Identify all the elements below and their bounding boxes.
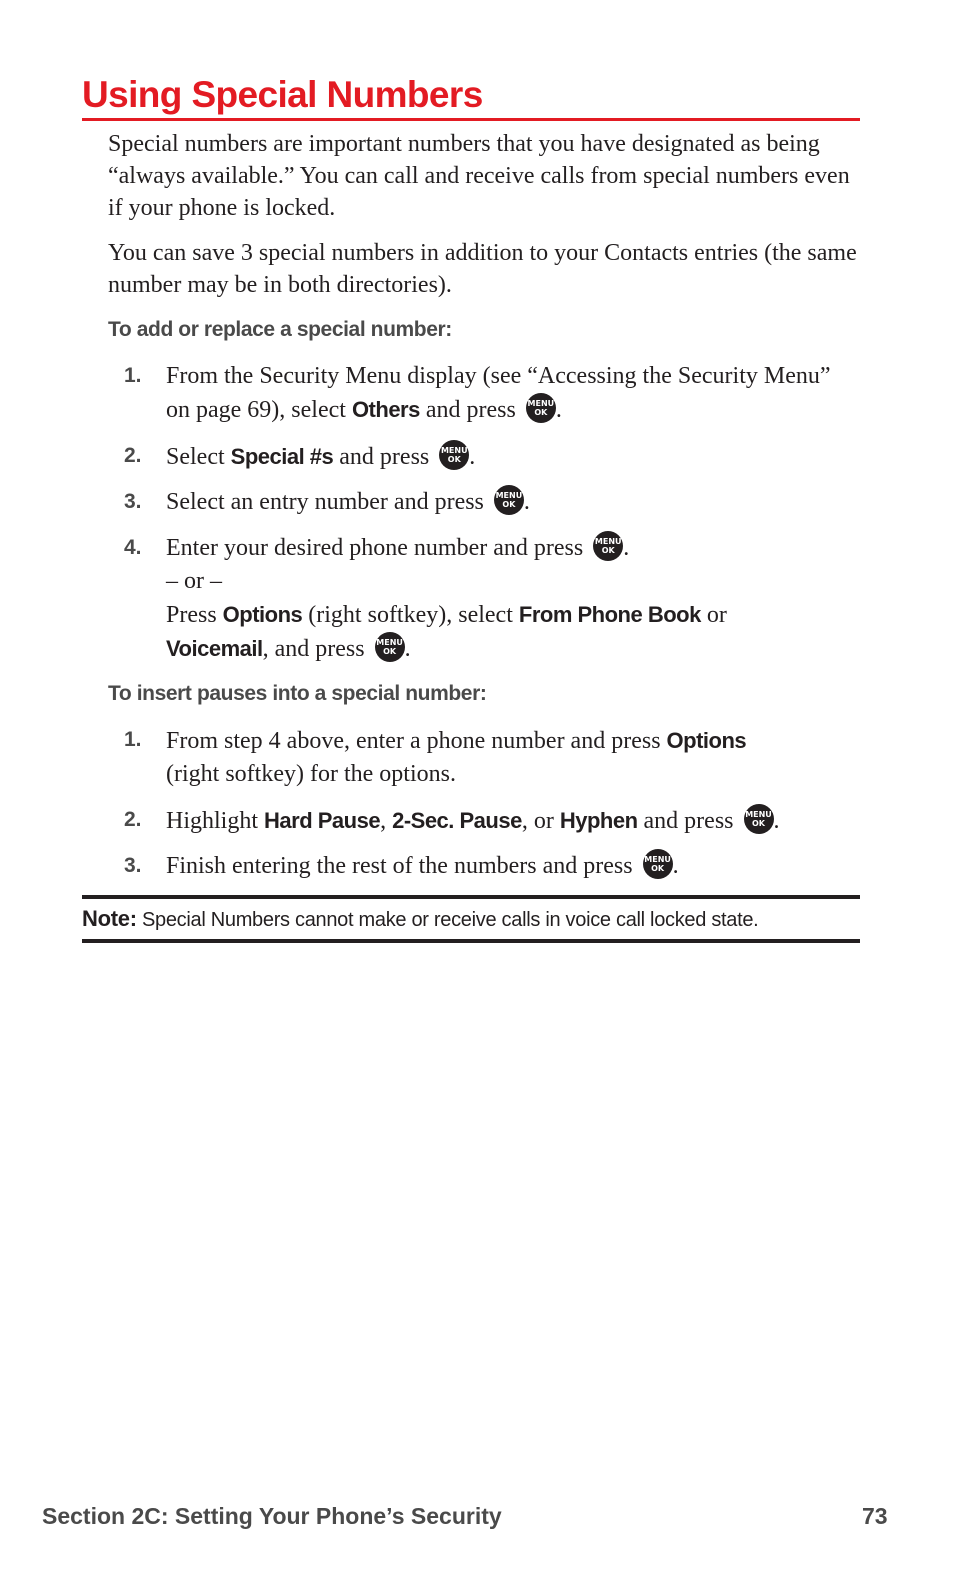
footer-page-number: 73	[862, 1503, 888, 1529]
menu-ok-icon: MENU OK	[593, 531, 623, 561]
intro-paragraph-1: Special numbers are important numbers that you have designated as being “always available.” You can call and receive calls from special numbers even if your phone is locked.	[108, 131, 850, 221]
step-number: 1.	[124, 364, 142, 387]
keyword-special-numbers: Special #s	[230, 444, 334, 469]
keyword-from-phone-book: From Phone Book	[518, 602, 701, 627]
footer-section-title: Section 2C: Setting Your Phone’s Security	[42, 1503, 502, 1529]
step-number: 2.	[124, 444, 142, 467]
keyword-options: Options	[222, 602, 303, 627]
note-label: Note:	[82, 906, 137, 931]
step-number: 2.	[124, 808, 142, 831]
step-number: 4.	[124, 536, 142, 559]
section-heading-pauses: To insert pauses into a special number:	[108, 682, 487, 705]
menu-ok-icon: MENU OK	[526, 393, 556, 423]
keyword-hyphen: Hyphen	[559, 808, 638, 833]
menu-ok-icon: MENU OK	[439, 440, 469, 470]
step-pause-3: Finish entering the rest of the numbers and press MENU OK .	[166, 850, 860, 883]
menu-ok-icon: MENU OK	[643, 849, 673, 879]
keyword-others: Others	[351, 397, 420, 422]
keyword-voicemail: Voicemail	[166, 636, 263, 661]
step-add-2: Select Special #s and press MENU OK .	[166, 440, 860, 474]
note-text: Special Numbers cannot make or receive calls in voice call locked state.	[136, 909, 759, 931]
step-number: 1.	[124, 728, 142, 751]
menu-ok-icon: MENU OK	[375, 632, 405, 662]
step-number: 3.	[124, 854, 142, 877]
step-add-4: Enter your desired phone number and press MENU OK . – or – Press Options (right softkey), select From Phone Book or Voicemail, and press MENU OK .	[166, 532, 860, 666]
step-pause-1: From step 4 above, enter a phone number and press Options (right softkey) for the options.	[166, 728, 747, 787]
page-title: Using Special Numbers	[82, 72, 860, 121]
step-add-1: From the Security Menu display (see “Accessing the Security Menu” on page 69), select Others and press MENU OK .	[166, 363, 831, 423]
menu-ok-icon: MENU OK	[744, 804, 774, 834]
intro-paragraph-2: You can save 3 special numbers in addition to your Contacts entries (the same number may be in both directories).	[108, 240, 857, 298]
menu-ok-icon: MENU OK	[494, 485, 524, 515]
section-heading-add: To add or replace a special number:	[108, 318, 452, 341]
step-number: 3.	[124, 490, 142, 513]
step-add-3: Select an entry number and press MENU OK .	[166, 486, 860, 519]
or-separator: – or –	[166, 568, 222, 594]
keyword-options: Options	[666, 728, 747, 753]
step-pause-2: Highlight Hard Pause, 2-Sec. Pause, or Hyphen and press MENU OK .	[166, 804, 860, 838]
note-box	[82, 895, 860, 943]
keyword-hard-pause: Hard Pause	[264, 808, 381, 833]
keyword-2-sec-pause: 2-Sec. Pause	[392, 808, 522, 833]
